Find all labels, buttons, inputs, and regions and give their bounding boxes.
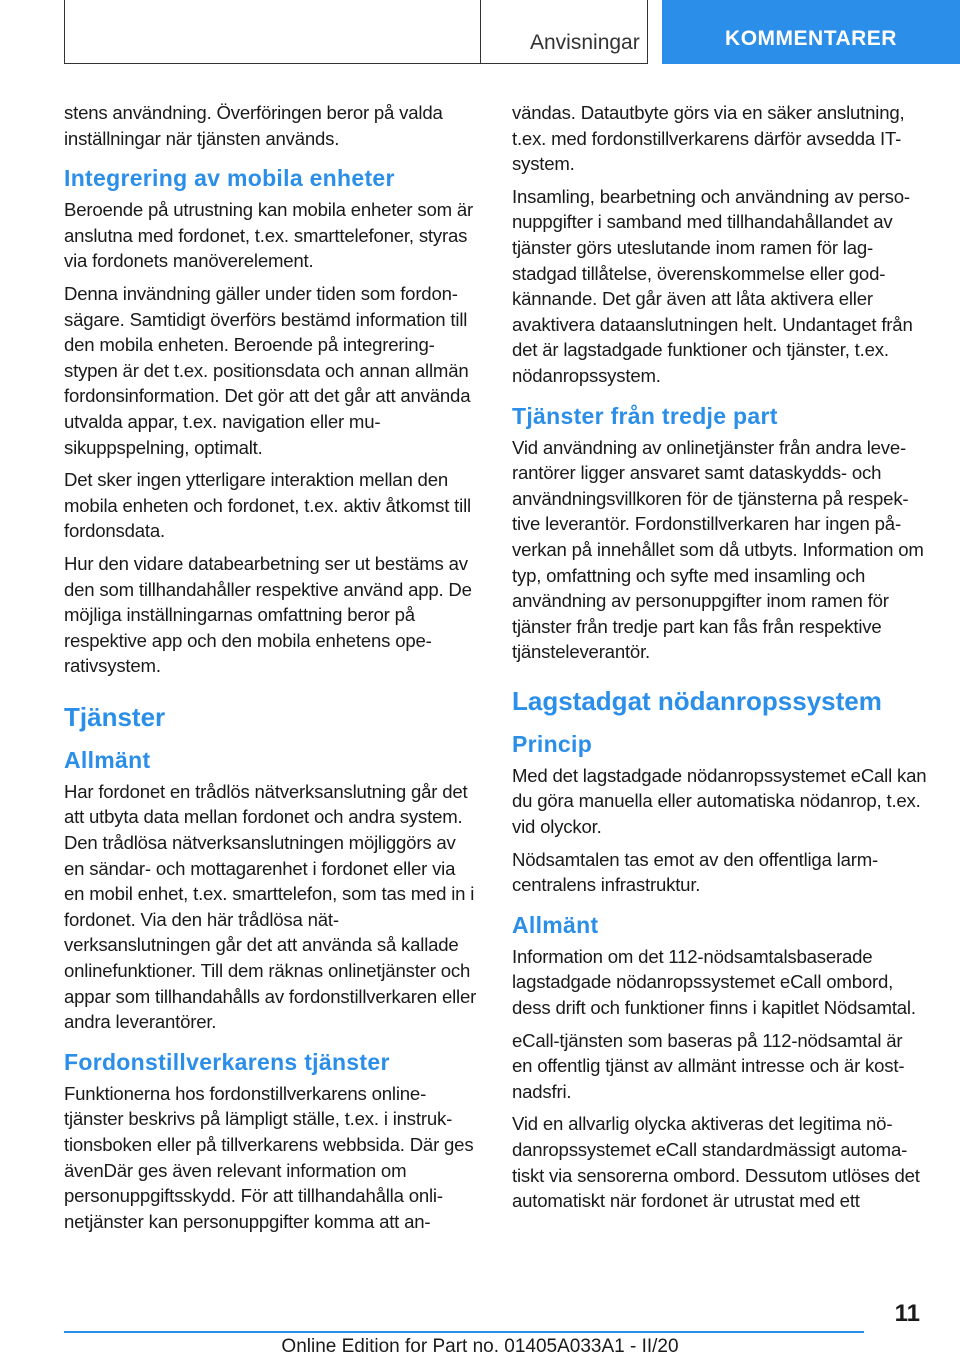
footer-edition <box>0 1336 960 1358</box>
page-number: 11 <box>894 1300 920 1327</box>
paragraph: Hur den vidare databearbetning ser ut bestäms av den som tillhandahåller respektive använd app. De möjliga inställningarnas omfattning beror på respektive app och den mobila enhetens operativsystem. <box>64 552 472 677</box>
right-column <box>512 100 927 1221</box>
paragraph: Vid en allvarlig olycka aktiveras det legitima nödanropssystemet eCall standardmässigt automatiskt via sensorerna ombord. Dessutom utlöses det automatiskt när fordonet är utrustat med ett <box>512 1113 920 1212</box>
footer-edition-text: Online Edition for Part no. 01405A033A1 - II/20 <box>281 1336 679 1357</box>
heading-princip: Princip <box>512 730 593 757</box>
heading-fordonstillverkarens-tjanster: Fordonstillverkarens tjänster <box>64 1048 390 1075</box>
left-column <box>64 100 479 1241</box>
paragraph: Har fordonet en trådlös nätverksanslutning går det att utbyta data mellan fordonet och andra system. Den trådlösa nätverksanslutningen möjliggörs av en sändar- och mottagarenhet i fordonet eller via en mobil enhet, t.ex. smarttelefon, som tas med in i fordonet. Via den här trådlösa nätverksanslutningen går det att använda så kallade onlinefunktioner. Till dem räknas onlinetjänster och appar som tillhandahålls av fordonstillverkaren eller andra leverantörer. <box>64 780 477 1033</box>
paragraph: stens användning. Överföringen beror på valda inställningar när tjänsten används. <box>64 102 443 149</box>
tab-instructions-label[interactable]: Anvisningar <box>530 31 640 54</box>
paragraph: Denna invändning gäller under tiden som fordonsägare. Samtidigt överförs bestämd information till den mobila enheten. Beroende på integreringstypen är det t.ex. positionsdata och annan allmän fordonsinformation. Det gör att det går att använda utvalda appar, t.ex. navigation eller musikuppspelning, optimalt. <box>64 282 471 458</box>
heading-lagstadgat: Lagstadgat nödanropssystem <box>512 685 882 716</box>
paragraph: Nödsamtalen tas emot av den offentliga larmcentralens infrastruktur. <box>512 848 879 896</box>
paragraph: vändas. Datautbyte görs via en säker anslutning, t.ex. med fordonstillverkarens därför avsedda IT-system. <box>512 102 905 175</box>
heading-integrering: Integrering av mobila enheter <box>64 165 395 192</box>
paragraph: Det sker ingen ytterligare interaktion mellan den mobila enheten och fordonet, t.ex. aktiv åtkomst till fordonsdata. <box>64 469 471 542</box>
heading-tredje-part: Tjänster från tredje part <box>512 402 778 429</box>
heading-tjanster: Tjänster <box>64 701 166 732</box>
heading-allmant-2: Allmänt <box>512 911 599 938</box>
paragraph: Funktionerna hos fordonstillverkarens onlinetjänster beskrivs på lämpligt ställe, t.ex. i instruktionsboken eller på tillverkarens webbsida. Där ges ävenDär ges även relevant information om personuppgiftsskydd. För att tillhandahålla onlinetjänster kan personuppgifter komma att an- <box>64 1082 474 1232</box>
paragraph: eCall-tjänsten som baseras på 112-nödsamtal är en offentlig tjänst av allmänt intresse och är kostnadsfri. <box>512 1029 905 1102</box>
paragraph: Beroende på utrustning kan mobila enheter som är anslutna med fordonet, t.ex. smarttelefoner, styras via fordonets manöverelement. <box>64 199 474 272</box>
heading-allmant: Allmänt <box>64 746 151 773</box>
footer-divider <box>64 1331 864 1333</box>
paragraph: Insamling, bearbetning och användning av personuppgifter i samband med tillhandahållandet av tjänster görs uteslutande inom ramen för lagstadgad tillåtelse, överenskommelse eller godkännande. Det går även att låta aktivera eller avaktivera dataanslutningen helt. Undantaget från det är lagstadgade funktioner och tjänster, t.ex. nödanropssystem. <box>512 185 913 386</box>
paragraph: Information om det 112-nödsamtalsbaserade lagstadgade nödanropssystemet eCall ombord, dess drift och funktioner finns i kapitlet Nödsamtal. <box>512 945 916 1019</box>
paragraph: Vid användning av onlinetjänster från andra leverantörer ligger ansvaret samt dataskydds- och användningsvillkoren för de tjänsterna på respektive leverantör. Fordonstillverkaren har ingen påverkan på innehållet som då utbyts. Information om typ, omfattning och syfte med insamling och användning av personuppgifter inom ramen för tjänster från tredje part kan fås från respektive tjänsteleverantör. <box>512 436 924 663</box>
tab-comments[interactable]: KOMMENTARER <box>662 0 960 64</box>
paragraph: Med det lagstadgade nödanropssystemet eCall kan du göra manuella eller automatiska nödanrop, t.ex. vid olyckor. <box>512 764 927 838</box>
